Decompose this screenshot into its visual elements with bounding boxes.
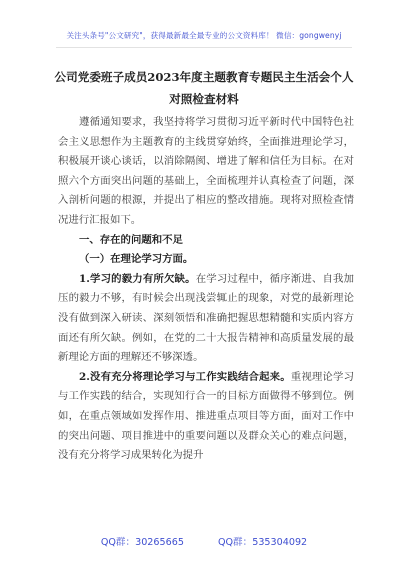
section-heading-problems: 一、存在的问题和不足 <box>79 233 183 246</box>
intro-paragraph: 遵循通知要求，我坚持将学习贯彻习近平新时代中国特色社会主义思想作为主题教育的主线贯穿始终，全面推进理论学习，积极展开谈心谈话，以消除隔阂、增进了解和信任为目标。在对照六个方面突出问题的基础上，全面梳理并认真检查了问题，深入剖析问题的根源，并提出了相应的整改措施。现将对照检查情况进行汇报如下。 <box>58 116 354 226</box>
document-title-line-1: 公司党委班子成员2023年度主题教育专题民主生活会个人 <box>54 70 354 84</box>
item-2-body: 重视理论学习与工作实践的结合，实现知行合一的目标方面做得不够到位。例如，在重点领域如发挥作用、推进重点项目等方面，面对工作中的突出问题、项目推进中的重要问题以及群众关心的难点问题，没有充分将学习成果转化为提升 <box>58 370 354 462</box>
footer-contact <box>0 534 408 548</box>
document-title-line-2: 对照检查材料 <box>169 92 239 106</box>
footer-qq-group-1: QQ群：30265665 <box>100 537 184 548</box>
item-1-lead: 1.学习的毅力有所欠缺。 <box>79 272 196 285</box>
item-1-body: 在学习过程中，循序渐进、自我加压的毅力不够，有时候会出现浅尝辄止的现象，对党的最新理论没有做到深入研读、深刻领悟和准确把握思想精髓和实质内容方面还有所欠缺。例如，在党的二十大报告精神和高质量发展的最新理论方面的理解还不够深透。 <box>58 272 354 364</box>
document-body <box>58 113 354 466</box>
item-1-paragraph <box>58 270 354 368</box>
footer-qq-group-2: QQ群：535304092 <box>217 537 308 548</box>
subsection-heading-theory-study: （一）在理论学习方面。 <box>79 253 194 266</box>
item-2-paragraph <box>58 368 354 466</box>
header-divider <box>56 47 352 48</box>
item-2-lead: 2.没有充分将理论学习与工作实践结合起来。 <box>79 370 291 383</box>
header-promo-note: 关注头条号"公文研究"，获得最新最全最专业的公文资料库！ 微信：gongwenyj <box>66 31 342 40</box>
